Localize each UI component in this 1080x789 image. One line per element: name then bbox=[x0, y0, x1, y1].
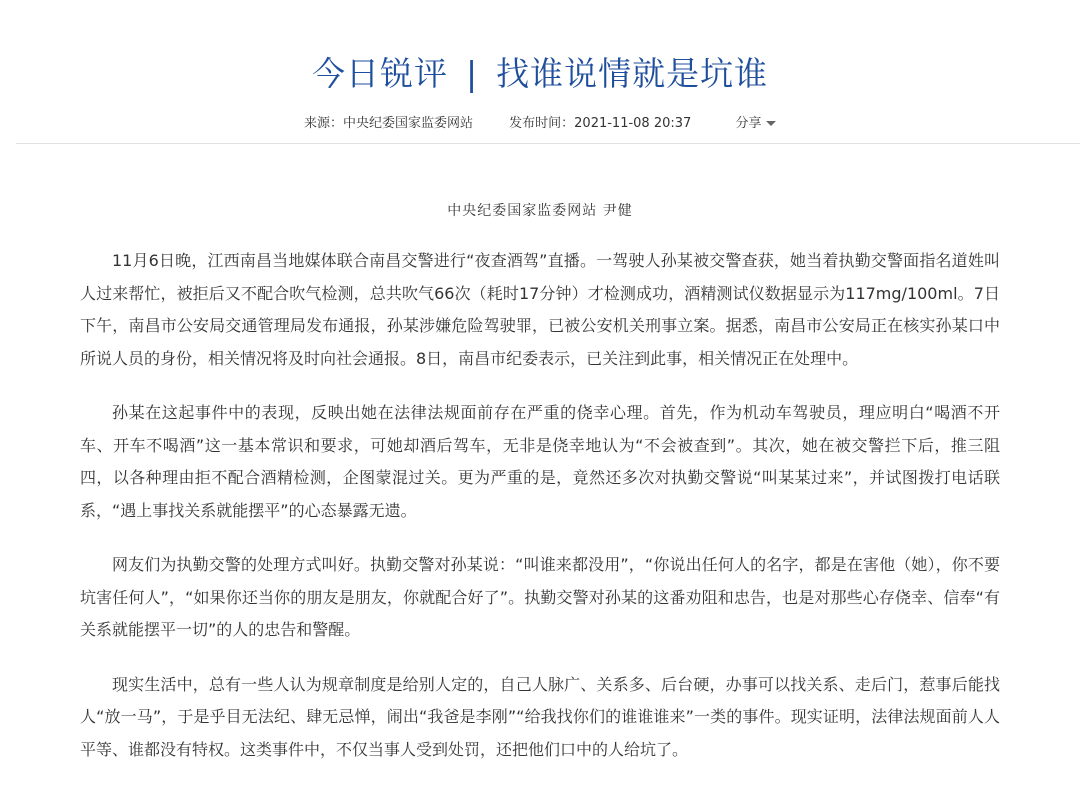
title-column-name: 今日锐评 bbox=[311, 54, 448, 93]
author-byline: 中央纪委国家监委网站 尹健 bbox=[447, 203, 633, 219]
share-button[interactable] bbox=[735, 113, 776, 135]
title-headline: 找谁说情就是坑谁 bbox=[496, 54, 769, 93]
title-separator: | bbox=[465, 54, 479, 93]
article-meta bbox=[304, 113, 776, 135]
header-divider bbox=[16, 143, 1080, 144]
article-paragraph: 网友们为执勤交警的处理方式叫好。执勤交警对孙某说：“叫谁来都没用”，“你说出任何人的名字，都是在害他（她），你不要坑害任何人”，“如果你还当你的朋友是朋友，你就配合好了”。执勤交警对孙某的这番劝阻和忠告，也是对那些心存侥幸、信奉“有关系就能摆平一切”的人的忠告和警醒。 bbox=[80, 555, 1000, 639]
source-label: 来源：中央纪委国家监委网站 bbox=[304, 116, 474, 131]
article-paragraph: 孙某在这起事件中的表现，反映出她在法律法规面前存在严重的侥幸心理。首先，作为机动车驾驶员，理应明白“喝酒不开车、开车不喝酒”这一基本常识和要求，可她却酒后驾车，无非是侥幸地认为“不会被查到”。其次，她在被交警拦下后，推三阻四，以各种理由拒不配合酒精检测，企图蒙混过关。更为严重的是，竟然还多次对执勤交警说“叫某某过来”，并试图拨打电话联系，“遇上事找关系就能摆平”的心态暴露无遗。 bbox=[80, 403, 1000, 520]
chevron-down-icon bbox=[766, 121, 776, 126]
share-label: 分享 bbox=[735, 116, 762, 131]
article-paragraph: 11月6日晚，江西南昌当地媒体联合南昌交警进行“夜查酒驾”直播。一驾驶人孙某被交警查获，她当着执勤交警面指名道姓叫人过来帮忙，被拒后又不配合吹气检测，总共吹气66次（耗时17分钟）才检测成功，酒精测试仪数据显示为117mg/100ml。7日下午，南昌市公安局交通管理局发布通报，孙某涉嫌危险驾驶罪，已被公安机关刑事立案。据悉，南昌市公安局正在核实孙某口中所说人员的身份，相关情况将及时向社会通报。8日，南昌市纪委表示，已关注到此事，相关情况正在处理中。 bbox=[80, 251, 1000, 368]
article-paragraph: 现实生活中，总有一些人认为规章制度是给别人定的，自己人脉广、关系多、后台硬，办事可以找关系、走后门，惹事后能找人“放一马”，于是乎目无法纪、肆无忌惮，闹出“我爸是李刚”“给我找你们的谁谁谁来”一类的事件。现实证明，法律法规面前人人平等、谁都没有特权。这类事件中，不仅当事人受到处罚，还把他们口中的人给坑了。 bbox=[80, 674, 1000, 759]
publish-time: 发布时间：2021-11-08 20:37 bbox=[509, 116, 692, 131]
page-title bbox=[0, 50, 1080, 98]
article-body bbox=[80, 245, 1000, 788]
